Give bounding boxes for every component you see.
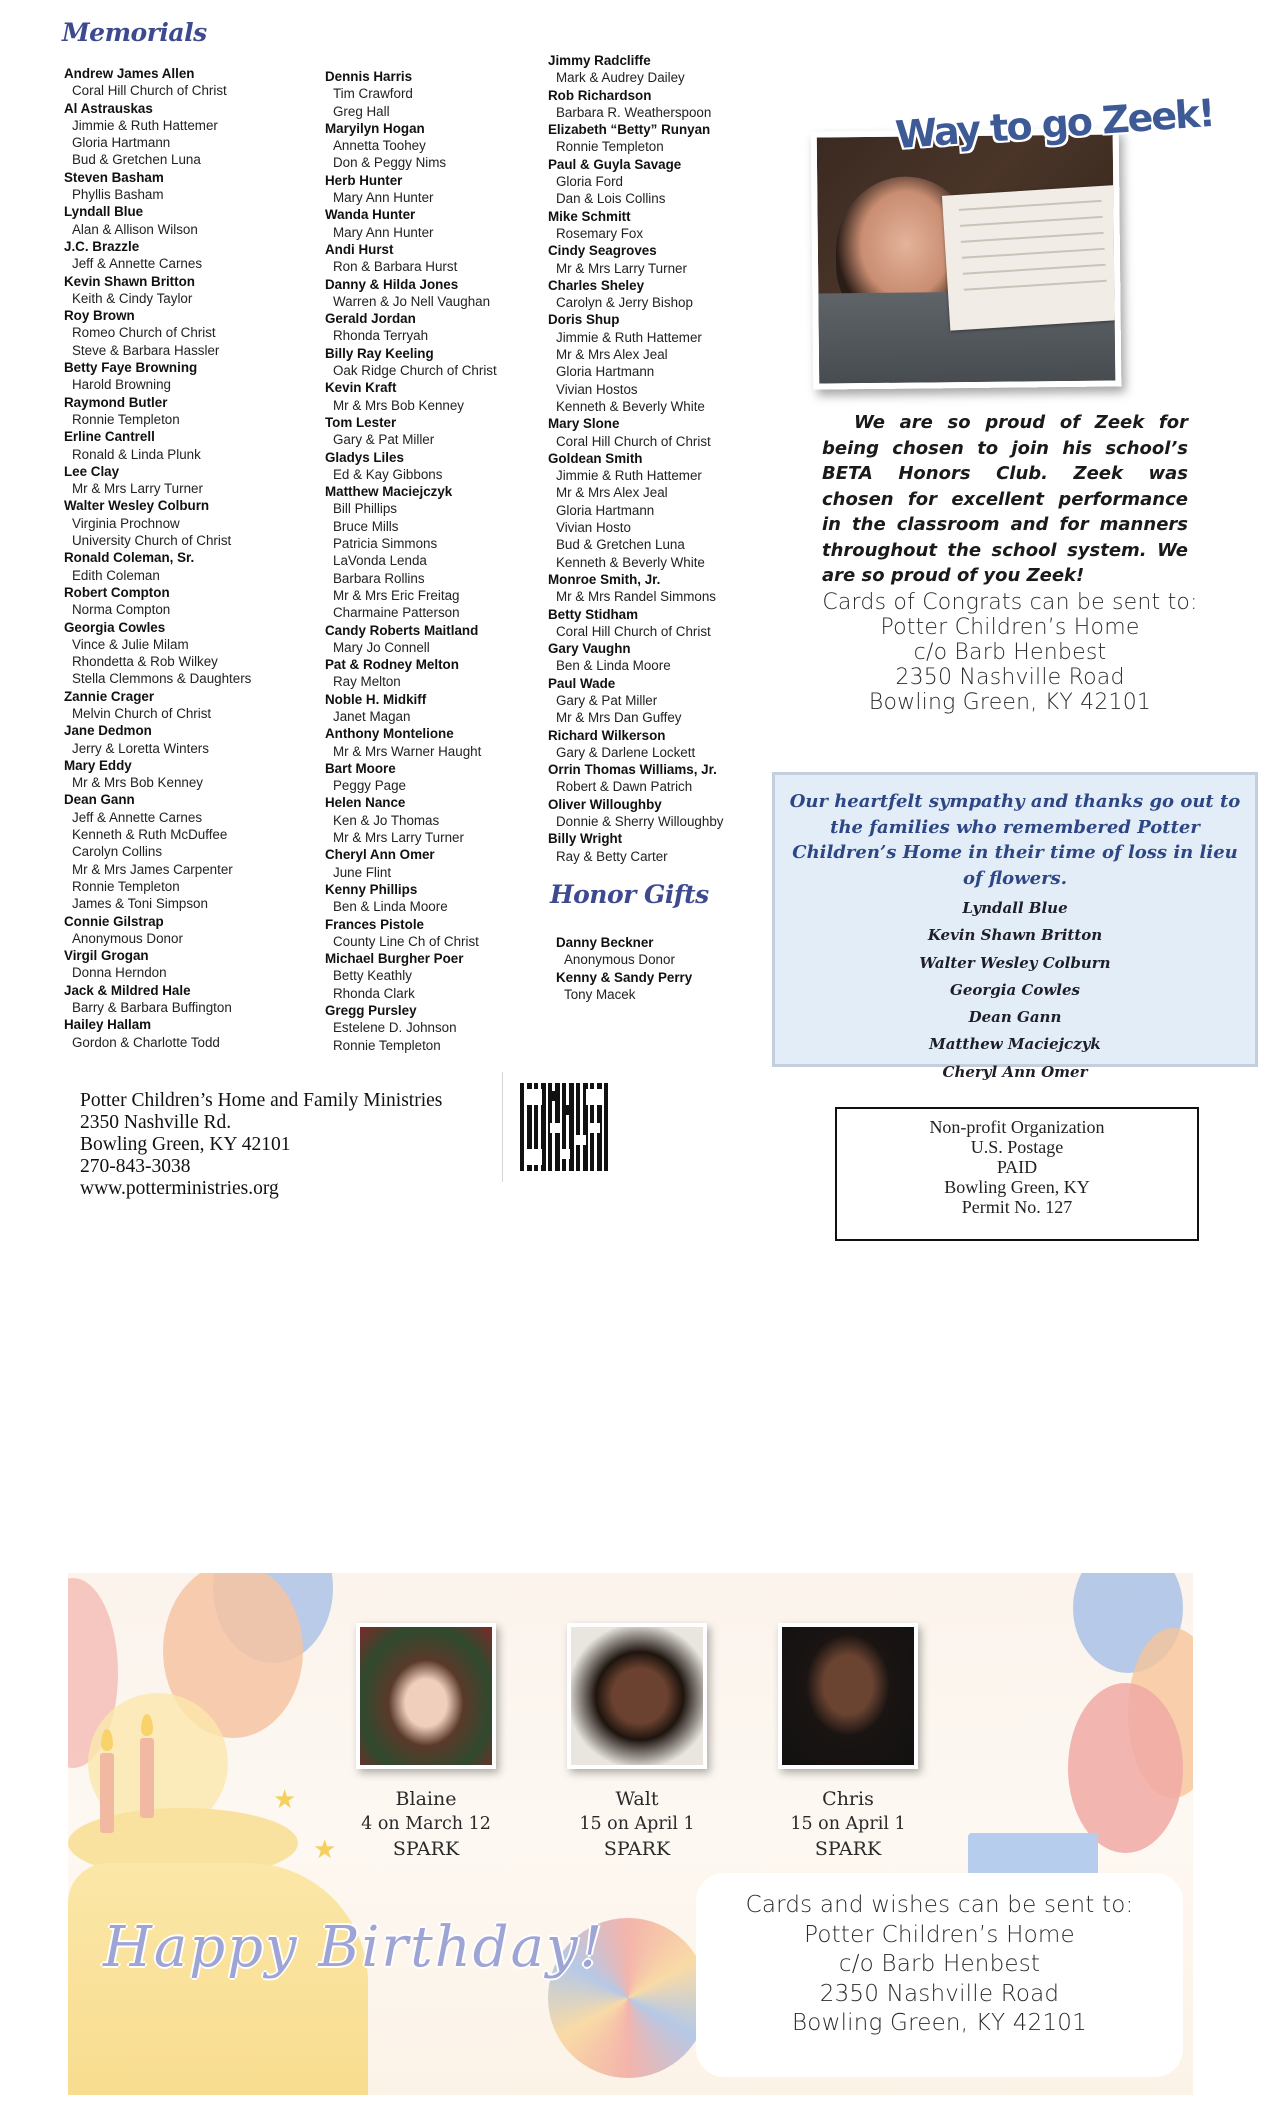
- honoree-name: Kenny & Sandy Perry: [556, 969, 693, 985]
- donor-name: Jimmie & Ruth Hattemer: [72, 117, 218, 133]
- donor-name: Rhonda Clark: [333, 985, 415, 1001]
- donor-name: Mr & Mrs Bob Kenney: [333, 397, 464, 413]
- honoree-name: Gerald Jordan: [325, 311, 416, 327]
- city-state-zip: Bowling Green, KY 42101: [80, 1134, 291, 1155]
- donor-name: Jerry & Loretta Winters: [72, 740, 209, 756]
- donor-name: Anonymous Donor: [564, 952, 675, 968]
- honoree-name: Ronald Coleman, Sr.: [64, 550, 195, 566]
- donor-name: Edith Coleman: [72, 567, 160, 583]
- honoree-name: Pat & Rodney Melton: [325, 657, 459, 673]
- honoree-name: Kevin Kraft: [325, 380, 397, 396]
- postage-indicia: [835, 1107, 1199, 1241]
- honoree-name: Charles Sheley: [548, 277, 645, 293]
- donor-name: Carolyn Collins: [72, 844, 163, 860]
- donor-name: Don & Peggy Nims: [333, 155, 447, 171]
- memorials-column-3: [548, 52, 798, 865]
- memorial-entry: [64, 688, 314, 723]
- donor-name: Janet Magan: [333, 708, 411, 724]
- memorial-entry: [64, 1016, 314, 1051]
- memorial-entry: [325, 483, 575, 621]
- memorial-entry: [325, 725, 575, 760]
- honoree-name: Orrin Thomas Williams, Jr.: [548, 762, 717, 778]
- honoree-name: Walter Wesley Colburn: [64, 498, 210, 514]
- donor-name: Kenneth & Beverly White: [556, 554, 705, 570]
- donor-name: Jeff & Annette Carnes: [72, 256, 203, 272]
- kid-birthday: 4 on March 12: [361, 1814, 491, 1834]
- honoree-name: Mary Eddy: [64, 757, 132, 773]
- honoree-name: J.C. Brazzle: [64, 238, 140, 254]
- qr-code-icon[interactable]: [520, 1083, 608, 1171]
- kid-birthday: 15 on April 1: [579, 1814, 695, 1834]
- donor-name: Betty Keathly: [333, 968, 412, 984]
- donor-name: Bill Phillips: [333, 501, 397, 517]
- honoree-name: Danny Beckner: [556, 935, 654, 950]
- donor-name: Gary & Pat Miller: [556, 692, 658, 708]
- honoree-name: Bart Moore: [325, 760, 396, 776]
- honoree-name: Billy Wright: [548, 831, 623, 847]
- donor-name: County Line Ch of Christ: [333, 933, 479, 949]
- memorial-entry: [325, 379, 575, 414]
- donor-name: Mr & Mrs Alex Jeal: [556, 485, 668, 501]
- donor-name: Bud & Gretchen Luna: [72, 152, 201, 168]
- donor-name: Mary Ann Hunter: [333, 190, 434, 206]
- donor-name: Vince & Julie Milam: [72, 636, 189, 652]
- postage-line: U.S. Postage: [970, 1137, 1064, 1157]
- donor-name: Ronnie Templeton: [333, 1037, 441, 1053]
- donor-name: Barbara R. Weatherspoon: [556, 104, 712, 120]
- honoree-name: Mary Slone: [548, 416, 620, 432]
- donor-name: Melvin Church of Christ: [72, 705, 212, 721]
- honoree-name: Andi Hurst: [325, 241, 394, 257]
- postage-line: Permit No. 127: [961, 1197, 1073, 1217]
- donor-name: Harold Browning: [72, 377, 171, 393]
- memorial-entry: [325, 916, 575, 951]
- memorial-entry: [548, 640, 798, 675]
- memorial-entry: [64, 307, 314, 359]
- donor-name: Rosemary Fox: [556, 225, 644, 241]
- address-line: Potter Children’s Home: [804, 1921, 1075, 1948]
- kid-photo: [356, 1623, 496, 1769]
- memorial-entry: [64, 394, 314, 429]
- honoree-name: Billy Ray Keeling: [325, 345, 434, 361]
- donor-name: Bruce Mills: [333, 518, 399, 534]
- donor-name: Patricia Simmons: [333, 536, 438, 552]
- memorial-entry: [548, 571, 798, 606]
- donor-name: Jeff & Annette Carnes: [72, 809, 203, 825]
- donor-name: Ben & Linda Moore: [333, 899, 448, 915]
- honoree-name: Jack & Mildred Hale: [64, 982, 191, 998]
- honor-gifts-heading: Honor Gifts: [550, 880, 709, 909]
- memorial-entry: [548, 761, 798, 796]
- donor-name: Mr & Mrs James Carpenter: [72, 861, 233, 877]
- donor-name: Vivian Hostos: [556, 381, 638, 397]
- memorial-entry: [64, 619, 314, 688]
- memorial-entry: [548, 830, 798, 865]
- donor-name: Warren & Jo Nell Vaughan: [333, 293, 491, 309]
- honoree-name: Hailey Hallam: [64, 1017, 152, 1033]
- honoree-name: Richard Wilkerson: [548, 727, 666, 743]
- honoree-name: Herb Hunter: [325, 172, 403, 188]
- donor-name: Barbara Rollins: [333, 570, 425, 586]
- honoree-name: Cindy Seagroves: [548, 243, 657, 259]
- memorial-entry: [325, 345, 575, 380]
- memorial-entry: [64, 757, 314, 792]
- honoree-name: Candy Roberts Maitland: [325, 622, 479, 638]
- sympathy-box: [772, 772, 1258, 1081]
- donor-name: Mark & Audrey Dailey: [556, 70, 685, 86]
- donor-name: Gordon & Charlotte Todd: [72, 1034, 220, 1050]
- sympathy-name: Lyndall Blue: [962, 899, 1068, 917]
- honoree-name: Jane Dedmon: [64, 723, 152, 739]
- honoree-name: Al Astrauskas: [64, 100, 153, 116]
- honoree-name: Raymond Butler: [64, 394, 168, 410]
- donor-name: Norma Compton: [72, 602, 171, 618]
- memorial-entry: [64, 982, 314, 1017]
- honoree-name: Goldean Smith: [548, 450, 643, 466]
- memorial-entry: [64, 722, 314, 757]
- honoree-name: Virgil Grogan: [64, 948, 149, 964]
- memorial-entry: [64, 791, 314, 912]
- donor-name: Mary Ann Hunter: [333, 224, 434, 240]
- honoree-name: Dennis Harris: [325, 69, 413, 84]
- honoree-name: Frances Pistole: [325, 916, 424, 932]
- honoree-name: Lee Clay: [64, 463, 120, 479]
- postage-line: Non-profit Organization: [929, 1117, 1105, 1137]
- memorial-entry: [64, 238, 314, 273]
- donor-name: Annetta Toohey: [333, 138, 426, 154]
- honoree-name: Lyndall Blue: [64, 204, 144, 220]
- address-line: c/o Barb Henbest: [838, 1951, 1041, 1977]
- memorial-entry: [325, 794, 575, 846]
- memorial-entry: [548, 121, 798, 156]
- honoree-name: Steven Basham: [64, 169, 164, 185]
- memorial-entry: [325, 310, 575, 345]
- honoree-name: Matthew Maciejczyk: [325, 484, 453, 500]
- memorial-entry: [548, 727, 798, 762]
- memorial-entry: [325, 241, 575, 276]
- donor-name: Stella Clemmons & Daughters: [72, 671, 252, 687]
- honoree-name: Betty Stidham: [548, 606, 639, 622]
- donor-name: Ken & Jo Thomas: [333, 812, 440, 828]
- donor-name: Kenneth & Beverly White: [556, 398, 705, 414]
- honoree-name: Paul Wade: [548, 675, 616, 691]
- sympathy-name: Walter Wesley Colburn: [919, 953, 1111, 972]
- donor-name: Ron & Barbara Hurst: [333, 259, 458, 275]
- kid-name: Blaine: [395, 1788, 457, 1810]
- donor-name: Virginia Prochnow: [72, 515, 180, 531]
- memorial-entry: [64, 463, 314, 498]
- honor-gifts-list: [556, 934, 806, 1003]
- donor-name: Tim Crawford: [333, 86, 413, 102]
- donor-name: Ronnie Templeton: [72, 411, 180, 427]
- honoree-name: Oliver Willoughby: [548, 796, 662, 812]
- memorial-entry: [325, 414, 575, 449]
- star-icon: ★: [313, 1835, 337, 1865]
- memorial-entry: [325, 846, 575, 881]
- address-line: c/o Barb Henbest: [913, 640, 1107, 665]
- donor-name: Charmaine Patterson: [333, 605, 460, 621]
- memorial-entry: [64, 497, 314, 549]
- memorial-entry: [64, 169, 314, 204]
- donor-name: Estelene D. Johnson: [333, 1020, 457, 1036]
- memorial-entry: [325, 1002, 575, 1054]
- donor-name: Gloria Hartmann: [556, 364, 655, 380]
- donor-name: Bud & Gretchen Luna: [556, 537, 685, 553]
- donor-name: Ben & Linda Moore: [556, 658, 671, 674]
- memorial-entry: [556, 969, 806, 1004]
- memorial-entry: [325, 120, 575, 172]
- honoree-name: Gladys Liles: [325, 449, 404, 465]
- donor-name: Kenneth & Ruth McDuffee: [72, 827, 228, 843]
- address-line: 2350 Nashville Road: [895, 665, 1125, 690]
- honoree-name: Zannie Crager: [64, 688, 155, 704]
- congrats-address: [810, 590, 1210, 715]
- donor-name: University Church of Christ: [72, 533, 232, 549]
- donor-name: Dan & Lois Collins: [556, 191, 666, 207]
- candle-icon: [100, 1753, 114, 1833]
- birthday-kid-card: [346, 1623, 506, 1862]
- donor-name: Coral Hill Church of Christ: [556, 623, 711, 639]
- zeek-banner-title: Way to go Zeek!: [893, 90, 1215, 158]
- donor-name: James & Toni Simpson: [72, 896, 208, 912]
- donor-name: Ronnie Templeton: [72, 878, 180, 894]
- honoree-name: Doris Shup: [548, 312, 620, 328]
- memorial-entry: [548, 87, 798, 122]
- donor-name: Phyllis Basham: [72, 187, 164, 203]
- donor-name: Mr & Mrs Larry Turner: [72, 481, 203, 497]
- sympathy-intro: Our heartfelt sympathy and thanks go out to the families who remembered Potter Children’s Home in their time of loss in lieu of flowers.: [789, 791, 1241, 889]
- honoree-name: Danny & Hilda Jones: [325, 276, 459, 292]
- honoree-name: Kevin Shawn Britton: [64, 273, 195, 289]
- donor-name: Gloria Hartmann: [72, 135, 171, 151]
- memorial-entry: [64, 913, 314, 948]
- donor-name: Mr & Mrs Randel Simmons: [556, 589, 716, 605]
- candle-icon: [140, 1738, 154, 1818]
- donor-name: Ray & Betty Carter: [556, 848, 668, 864]
- honoree-name: Gregg Pursley: [325, 1003, 417, 1019]
- donor-name: Barry & Barbara Buffington: [72, 1000, 232, 1016]
- donor-name: Mr & Mrs Eric Freitag: [333, 587, 460, 603]
- donor-name: LaVonda Lenda: [333, 553, 427, 569]
- honoree-name: Helen Nance: [325, 795, 406, 811]
- memorial-entry: [325, 691, 575, 726]
- donor-name: Gary & Darlene Lockett: [556, 744, 696, 760]
- memorial-entry: [548, 52, 798, 87]
- wishes-address: [696, 1873, 1183, 2039]
- donor-name: Ray Melton: [333, 674, 401, 690]
- honoree-name: Erline Cantrell: [64, 429, 155, 445]
- donor-name: Rhonda Terryah: [333, 328, 429, 344]
- memorial-entry: [64, 549, 314, 584]
- donor-name: Vivian Hosto: [556, 520, 631, 536]
- donor-name: Ronald & Linda Plunk: [72, 446, 201, 462]
- memorial-entry: [548, 208, 798, 243]
- birthday-kid-card: [557, 1623, 717, 1862]
- memorials-column-1: [64, 65, 314, 1051]
- memorial-entry: [325, 449, 575, 484]
- honoree-name: Betty Faye Browning: [64, 360, 198, 376]
- donor-name: Carolyn & Jerry Bishop: [556, 295, 693, 311]
- donor-name: Mr & Mrs Larry Turner: [333, 830, 464, 846]
- donor-name: Ronnie Templeton: [556, 139, 664, 155]
- postage-line: PAID: [996, 1157, 1038, 1177]
- donor-name: June Flint: [333, 864, 392, 880]
- phone-number: 270-843-3038: [80, 1156, 191, 1177]
- postage-line: Bowling Green, KY: [944, 1177, 1090, 1197]
- sympathy-name: Matthew Maciejczyk: [929, 1035, 1101, 1054]
- address-line: Cards and wishes can be sent to:: [745, 1892, 1134, 1918]
- address-line: Cards of Congrats can be sent to:: [822, 590, 1198, 615]
- donor-name: Mr & Mrs Bob Kenney: [72, 775, 203, 791]
- donor-name: Keith & Cindy Taylor: [72, 290, 193, 306]
- donor-name: Ed & Kay Gibbons: [333, 466, 443, 482]
- donor-name: Robert & Dawn Patrich: [556, 779, 693, 795]
- memorial-entry: [548, 796, 798, 831]
- donor-name: Donna Herndon: [72, 965, 167, 981]
- sympathy-name: Kevin Shawn Britton: [927, 926, 1103, 945]
- memorial-entry: [325, 172, 575, 207]
- donor-name: Greg Hall: [333, 103, 390, 119]
- donor-name: Mr & Mrs Dan Guffey: [556, 710, 682, 726]
- kid-name: Walt: [615, 1788, 659, 1810]
- donor-name: Jimmie & Ruth Hattemer: [556, 468, 702, 484]
- memorials-heading: Memorials: [62, 18, 207, 47]
- wishes-address-card: [696, 1873, 1183, 2077]
- memorial-entry: [325, 950, 575, 1002]
- donor-name: Jimmie & Ruth Hattemer: [556, 329, 702, 345]
- birthday-kid-card: [768, 1623, 928, 1862]
- honoree-name: Monroe Smith, Jr.: [548, 571, 661, 587]
- honoree-name: Noble H. Midkiff: [325, 691, 427, 707]
- donor-name: Gary & Pat Miller: [333, 432, 435, 448]
- memorials-column-2: [325, 68, 575, 1054]
- honoree-name: Tom Lester: [325, 414, 397, 430]
- memorial-entry: [548, 242, 798, 277]
- memorial-entry: [548, 415, 798, 450]
- kid-program: SPARK: [603, 1838, 671, 1860]
- donor-name: Alan & Allison Wilson: [72, 221, 198, 237]
- street-address: 2350 Nashville Rd.: [80, 1112, 232, 1133]
- website-link[interactable]: www.potterministries.org: [80, 1178, 279, 1199]
- honoree-name: Wanda Hunter: [325, 207, 416, 223]
- honoree-name: Robert Compton: [64, 584, 170, 600]
- kid-birthday: 15 on April 1: [790, 1814, 906, 1834]
- donor-name: Gloria Ford: [556, 174, 623, 190]
- memorial-entry: [325, 276, 575, 311]
- donor-name: Gloria Hartmann: [556, 502, 655, 518]
- kid-photo: [778, 1623, 918, 1769]
- memorial-entry: [548, 450, 798, 571]
- donor-name: Coral Hill Church of Christ: [72, 83, 227, 99]
- zeek-story: We are so proud of Zeek for being chosen to join his school’s BETA Honors Club. Zeek was chosen for excellent performance in the classroom and for manners throughout the school system. We are so proud of you Zeek!: [822, 412, 1188, 586]
- birthday-banner: [68, 1573, 1193, 2095]
- memorial-entry: [325, 760, 575, 795]
- contact-block: [80, 1090, 500, 1200]
- honoree-name: Michael Burgher Poer: [325, 951, 464, 967]
- star-icon: ★: [273, 1785, 297, 1815]
- kid-name: Chris: [822, 1788, 874, 1810]
- memorial-entry: [64, 273, 314, 308]
- kid-photo: [567, 1623, 707, 1769]
- memorial-entry: [64, 65, 314, 100]
- honoree-name: Elizabeth “Betty” Runyan: [548, 122, 711, 138]
- donor-name: Peggy Page: [333, 778, 406, 794]
- org-name: Potter Children’s Home and Family Ministries: [80, 1090, 443, 1111]
- honoree-name: Kenny Phillips: [325, 881, 418, 897]
- certificate: [942, 185, 1121, 331]
- balloon-icon: [1068, 1683, 1183, 1853]
- memorial-entry: [548, 277, 798, 312]
- honoree-name: Maryilyn Hogan: [325, 120, 425, 136]
- memorial-entry: [548, 675, 798, 727]
- honoree-name: Georgia Cowles: [64, 619, 166, 635]
- address-line: Potter Children’s Home: [880, 615, 1140, 640]
- sympathy-name: Cheryl Ann Omer: [942, 1062, 1088, 1081]
- memorial-entry: [64, 100, 314, 169]
- memorial-entry: [64, 203, 314, 238]
- memorial-entry: [325, 68, 575, 120]
- donor-name: Mr & Mrs Warner Haught: [333, 743, 482, 759]
- memorial-entry: [548, 156, 798, 208]
- donor-name: Rhondetta & Rob Wilkey: [72, 654, 218, 670]
- memorial-entry: [548, 606, 798, 641]
- memorial-entry: [556, 934, 806, 969]
- address-line: 2350 Nashville Road: [819, 1980, 1060, 2007]
- memorial-entry: [64, 584, 314, 619]
- address-line: Bowling Green, KY 42101: [792, 2010, 1087, 2036]
- honoree-name: Paul & Guyla Savage: [548, 156, 682, 172]
- donor-name: Anonymous Donor: [72, 930, 183, 946]
- memorial-entry: [325, 656, 575, 691]
- donor-name: Mr & Mrs Alex Jeal: [556, 347, 668, 363]
- memorial-entry: [325, 206, 575, 241]
- honoree-name: Dean Gann: [64, 792, 135, 808]
- kid-program: SPARK: [392, 1838, 460, 1860]
- honoree-name: Mike Schmitt: [548, 208, 631, 224]
- donor-name: Tony Macek: [564, 986, 636, 1002]
- donor-name: Mary Jo Connell: [333, 639, 430, 655]
- donor-name: Steve & Barbara Hassler: [72, 342, 220, 358]
- honoree-name: Roy Brown: [64, 308, 135, 324]
- address-line: Bowling Green, KY 42101: [868, 690, 1152, 715]
- happy-birthday-title: Happy Birthday!: [103, 1915, 605, 1980]
- honoree-name: Andrew James Allen: [64, 66, 195, 81]
- honoree-name: Anthony Montelione: [325, 726, 454, 742]
- contact-divider: [502, 1072, 503, 1182]
- donor-name: Oak Ridge Church of Christ: [333, 363, 497, 379]
- kid-program: SPARK: [814, 1838, 882, 1860]
- donor-name: Mr & Mrs Larry Turner: [556, 260, 687, 276]
- memorial-entry: [325, 622, 575, 657]
- honoree-name: Connie Gilstrap: [64, 913, 164, 929]
- donor-name: Donnie & Sherry Willoughby: [556, 814, 724, 830]
- memorial-entry: [64, 359, 314, 394]
- memorial-entry: [325, 881, 575, 916]
- honoree-name: Jimmy Radcliffe: [548, 53, 651, 68]
- memorial-entry: [64, 947, 314, 982]
- memorial-entry: [64, 428, 314, 463]
- memorial-entry: [548, 311, 798, 415]
- honoree-name: Cheryl Ann Omer: [325, 847, 435, 863]
- honoree-name: Gary Vaughn: [548, 641, 631, 657]
- donor-name: Romeo Church of Christ: [72, 325, 216, 341]
- sympathy-name: Georgia Cowles: [950, 980, 1080, 999]
- donor-name: Coral Hill Church of Christ: [556, 433, 711, 449]
- honoree-name: Rob Richardson: [548, 87, 652, 103]
- sympathy-name: Dean Gann: [968, 1008, 1062, 1027]
